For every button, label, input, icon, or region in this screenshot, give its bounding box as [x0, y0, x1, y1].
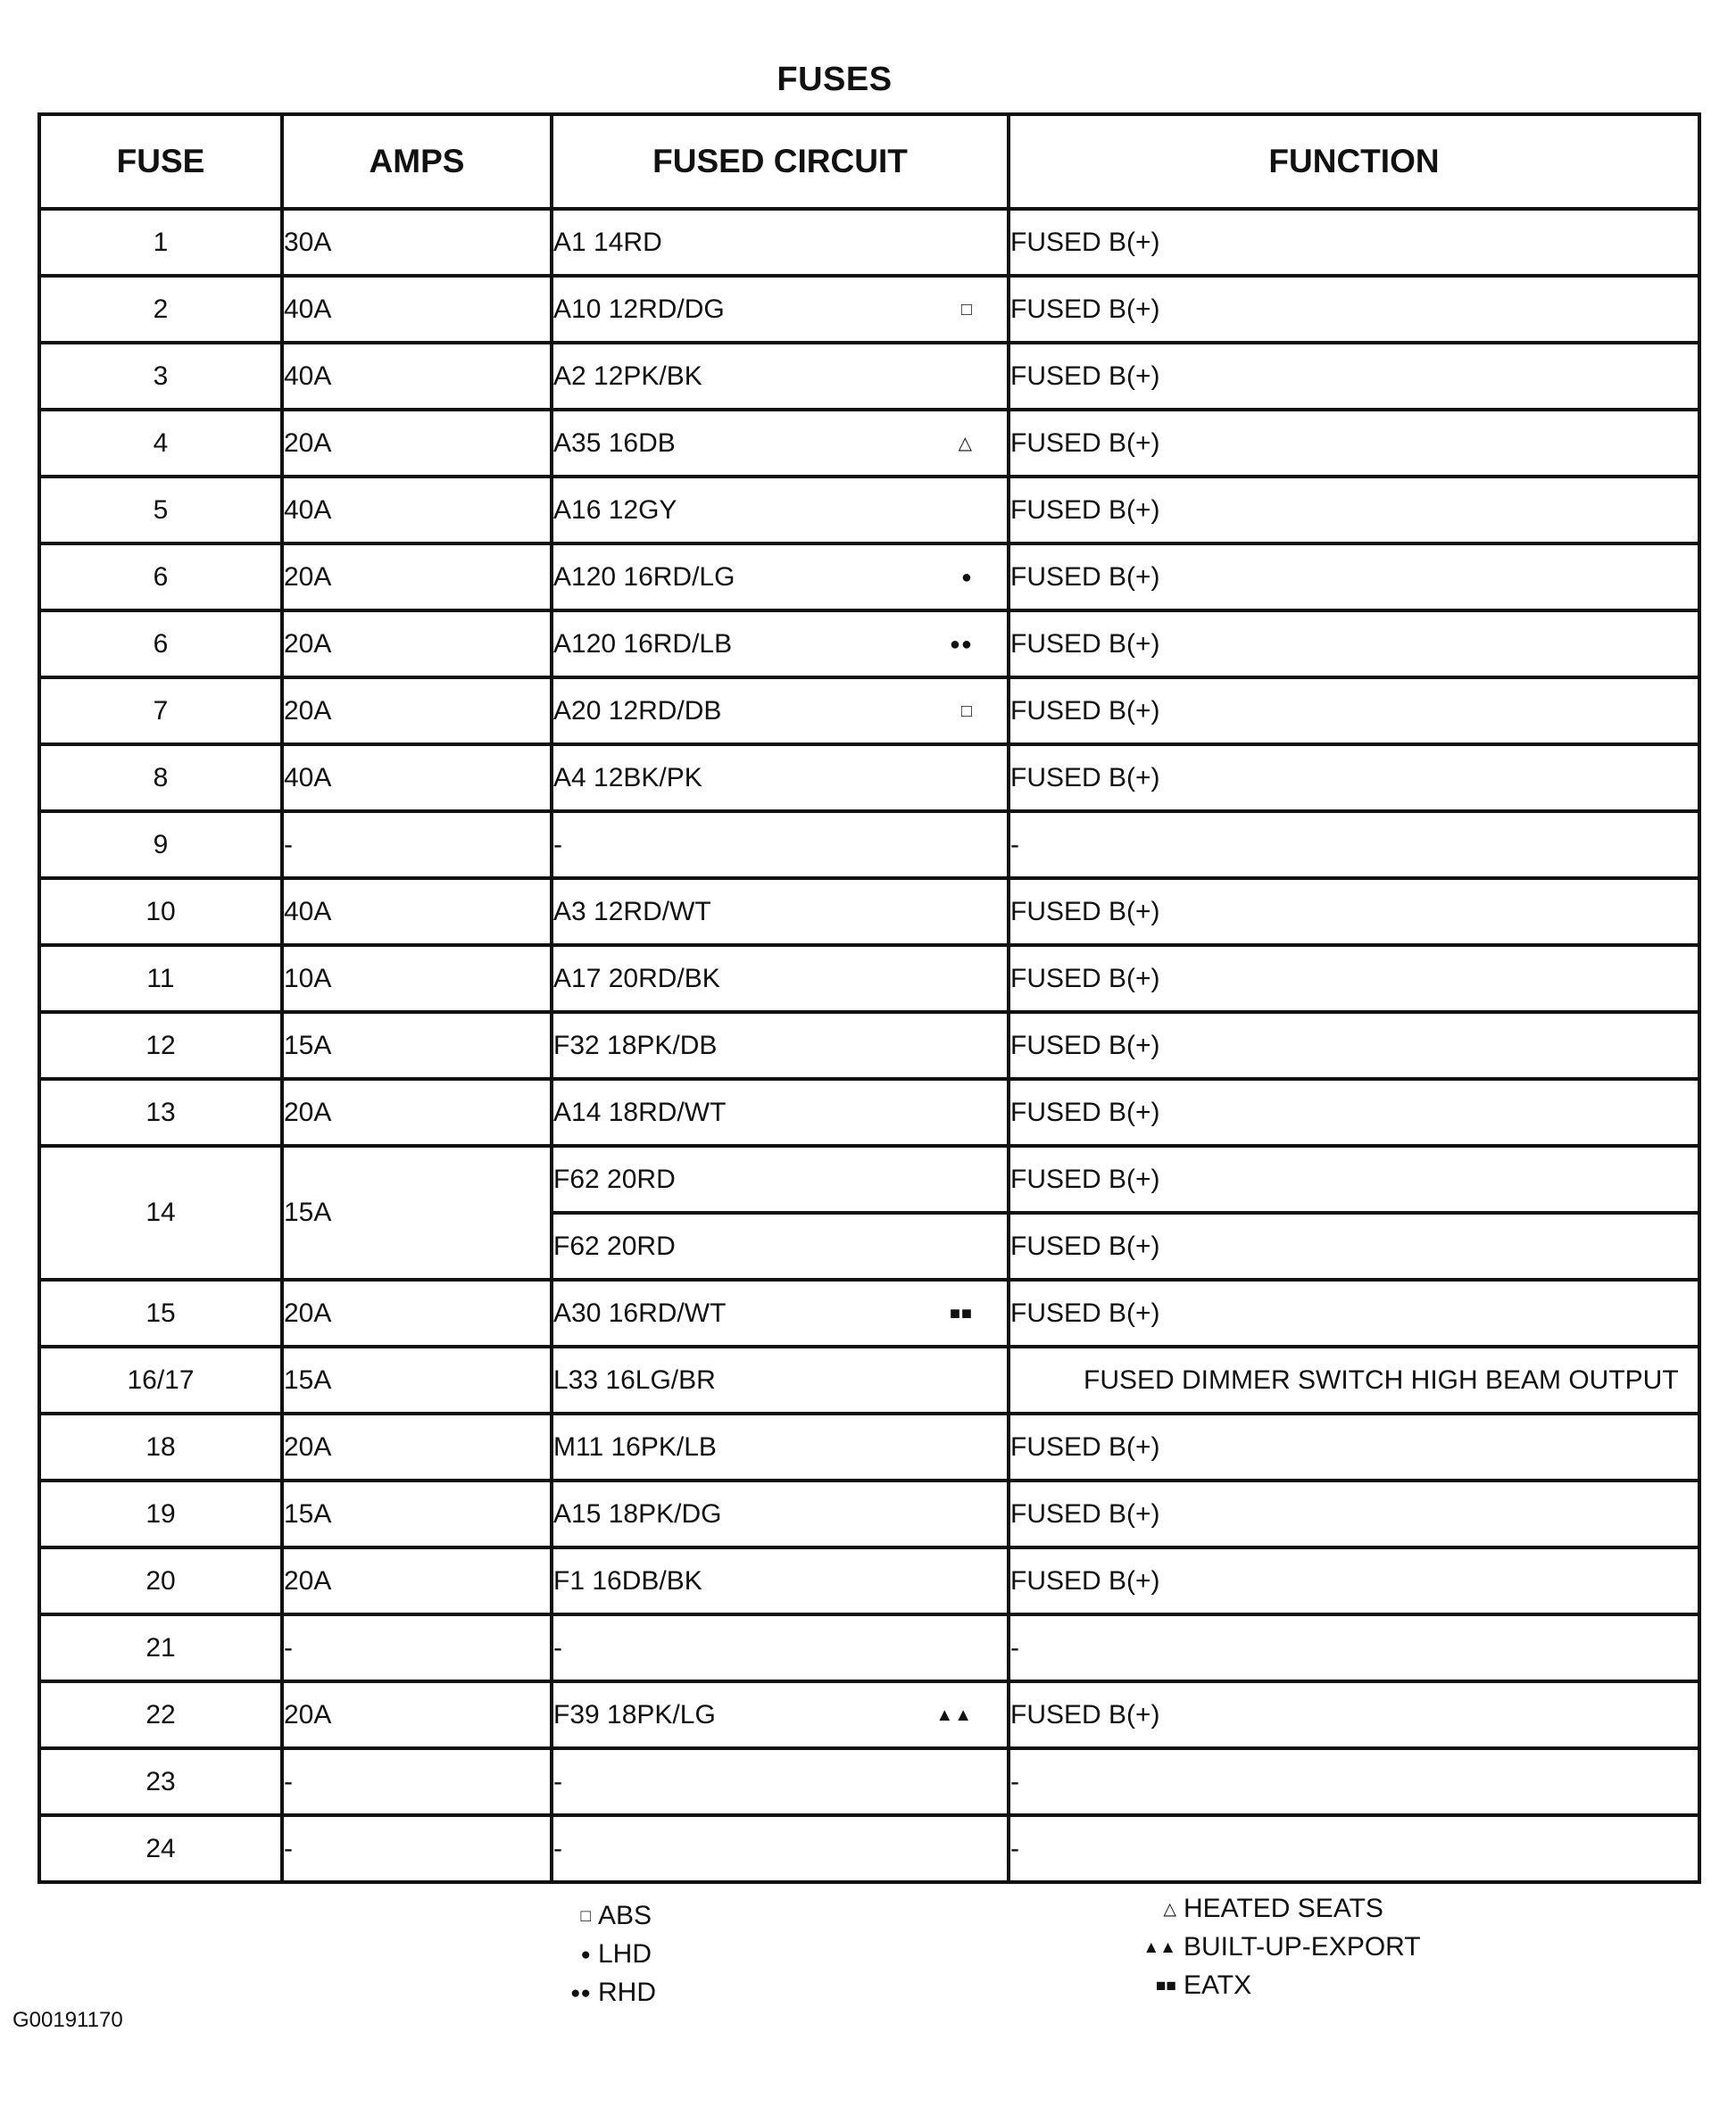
fuse-table-body [39, 209, 1699, 1882]
fuse-number: 19 [39, 1481, 282, 1547]
circuit-label: - [553, 1632, 562, 1663]
table-row [39, 276, 1699, 343]
fused-circuit [552, 1347, 1009, 1414]
header-fuse: FUSE [39, 114, 282, 209]
legend-item [536, 1936, 656, 1974]
fuse-function: FUSED B(+) [1009, 1547, 1699, 1614]
fuse-amps: 10A [282, 945, 552, 1012]
fused-circuit [552, 610, 1009, 677]
fuse-function: FUSED B(+) [1009, 1012, 1699, 1079]
legend-item [1121, 1967, 1421, 2005]
fuse-number: 8 [39, 744, 282, 811]
circuit-label: F62 20RD [553, 1164, 676, 1194]
fuse-amps: 15A [282, 1481, 552, 1547]
fuse-function: - [1009, 1614, 1699, 1681]
circuit-label: A30 16RD/WT [553, 1298, 727, 1328]
fuse-number: 7 [39, 677, 282, 744]
circuit-label: F1 16DB/BK [553, 1565, 702, 1596]
fuse-number: 11 [39, 945, 282, 1012]
fuse-number: 1 [39, 209, 282, 276]
fuse-function: FUSED B(+) [1009, 1280, 1699, 1347]
fused-circuit [552, 209, 1009, 276]
fused-circuit [552, 945, 1009, 1012]
circuit-label: M11 16PK/LB [553, 1431, 717, 1462]
table-row [39, 343, 1699, 410]
fused-circuit [552, 1748, 1009, 1815]
table-row [39, 1012, 1699, 1079]
option-symbol-icon: ■■ [949, 1303, 973, 1323]
fuse-amps: 15A [282, 1146, 552, 1280]
option-symbol-icon: □ [960, 701, 973, 721]
fused-circuit [552, 1414, 1009, 1481]
fuse-function: - [1009, 1748, 1699, 1815]
legend-item [536, 1974, 656, 2012]
fuse-function: FUSED B(+) [1009, 1481, 1699, 1547]
fused-circuit [552, 1012, 1009, 1079]
fuse-amps: 20A [282, 1681, 552, 1748]
fused-circuit [552, 878, 1009, 945]
legend-symbol-icon: ▲▲ [1142, 1938, 1176, 1957]
table-row [39, 1079, 1699, 1146]
table-row [39, 744, 1699, 811]
table-row [39, 477, 1699, 543]
fuse-number: 2 [39, 276, 282, 343]
option-symbol-icon: ● [960, 567, 973, 587]
fuse-function: FUSED B(+) [1009, 945, 1699, 1012]
fuse-number: 24 [39, 1815, 282, 1882]
fuse-amps: 40A [282, 878, 552, 945]
fused-circuit [552, 811, 1009, 878]
circuit-label: A120 16RD/LB [553, 628, 733, 659]
fuse-amps: 20A [282, 677, 552, 744]
header-amps: AMPS [282, 114, 552, 209]
fused-circuit [552, 1280, 1009, 1347]
fuse-function: FUSED B(+) [1009, 744, 1699, 811]
fuse-function: FUSED B(+) [1009, 276, 1699, 343]
circuit-label: A10 12RD/DG [553, 294, 725, 324]
circuit-label: F39 18PK/LG [553, 1699, 716, 1730]
fuse-amps: 20A [282, 1280, 552, 1347]
table-row [39, 1547, 1699, 1614]
table-row [39, 811, 1699, 878]
legend-label: LHD [598, 1939, 652, 1969]
fuse-amps: - [282, 1748, 552, 1815]
fuse-table [37, 112, 1701, 1884]
circuit-label: A14 18RD/WT [553, 1097, 727, 1127]
legend-left [536, 1897, 656, 2012]
table-row [39, 1748, 1699, 1815]
fused-circuit [552, 543, 1009, 610]
circuit-label: F32 18PK/DB [553, 1030, 718, 1060]
fuse-function: FUSED B(+) [1009, 1213, 1699, 1280]
fuse-function: FUSED B(+) [1009, 610, 1699, 677]
figure-code: G00191170 [12, 2008, 123, 2032]
table-row [39, 1614, 1699, 1681]
fuse-amps: 20A [282, 1414, 552, 1481]
legend-right [1121, 1890, 1421, 2005]
fuse-number: 23 [39, 1748, 282, 1815]
legend-symbol-icon: ■■ [1156, 1977, 1176, 1995]
fuse-function: FUSED B(+) [1009, 1414, 1699, 1481]
fuse-number: 10 [39, 878, 282, 945]
fused-circuit [552, 677, 1009, 744]
circuit-label: - [553, 829, 562, 859]
circuit-label: - [553, 1833, 562, 1863]
fuse-number: 12 [39, 1012, 282, 1079]
fuse-amps: 40A [282, 744, 552, 811]
legend-label: HEATED SEATS [1184, 1894, 1383, 1923]
fused-circuit [552, 1481, 1009, 1547]
legend-label: ABS [598, 1901, 652, 1930]
page-title: FUSES [777, 61, 893, 98]
fuse-number: 18 [39, 1414, 282, 1481]
fuse-function: FUSED B(+) [1009, 1146, 1699, 1213]
fuse-amps: - [282, 1815, 552, 1882]
fused-circuit [552, 1815, 1009, 1882]
option-symbol-icon: ●● [949, 634, 973, 654]
fuse-function: FUSED B(+) [1009, 209, 1699, 276]
circuit-label: A35 16DB [553, 427, 676, 458]
fuse-number: 6 [39, 543, 282, 610]
table-row [39, 1280, 1699, 1347]
fused-circuit [552, 410, 1009, 477]
fuse-amps: 15A [282, 1012, 552, 1079]
fuse-function: FUSED B(+) [1009, 477, 1699, 543]
fuse-amps: - [282, 811, 552, 878]
fused-circuit [552, 477, 1009, 543]
fuse-amps: 15A [282, 1347, 552, 1414]
legend-symbol-icon: □ [580, 1907, 591, 1926]
table-row [39, 1146, 1699, 1213]
circuit-label: A120 16RD/LG [553, 561, 735, 592]
fuse-amps: 40A [282, 477, 552, 543]
fuse-amps: 30A [282, 209, 552, 276]
option-symbol-icon: △ [958, 433, 973, 453]
fuse-amps: 20A [282, 410, 552, 477]
fused-circuit [552, 276, 1009, 343]
fuse-amps: 40A [282, 276, 552, 343]
fused-circuit [552, 1213, 1009, 1280]
legend-item [1121, 1929, 1421, 1967]
fuse-number: 14 [39, 1146, 282, 1280]
fuse-amps: 20A [282, 1547, 552, 1614]
table-row [39, 1347, 1699, 1414]
legend-item [536, 1897, 656, 1936]
fuse-function: - [1009, 811, 1699, 878]
fuse-number: 13 [39, 1079, 282, 1146]
circuit-label: A15 18PK/DG [553, 1498, 722, 1529]
fuse-function: - [1009, 1815, 1699, 1882]
legend-label: RHD [598, 1978, 656, 2007]
legend-symbol-icon: ● [580, 1945, 591, 1964]
fused-circuit [552, 1146, 1009, 1213]
table-row [39, 1481, 1699, 1547]
circuit-label: - [553, 1766, 562, 1796]
fuse-function: FUSED B(+) [1009, 677, 1699, 744]
legend-label: BUILT-UP-EXPORT [1184, 1932, 1421, 1962]
table-row [39, 209, 1699, 276]
fuse-number: 16/17 [39, 1347, 282, 1414]
circuit-label: L33 16LG/BR [553, 1365, 716, 1395]
header-function: FUNCTION [1009, 114, 1699, 209]
option-symbol-icon: ▲▲ [935, 1705, 973, 1725]
fuse-amps: 40A [282, 343, 552, 410]
fused-circuit [552, 1547, 1009, 1614]
fuse-function: FUSED B(+) [1009, 878, 1699, 945]
fuse-number: 22 [39, 1681, 282, 1748]
header-row [39, 114, 1699, 209]
fuse-number: 3 [39, 343, 282, 410]
legend-label: EATX [1184, 1970, 1252, 2000]
table-row [39, 410, 1699, 477]
fused-circuit [552, 1681, 1009, 1748]
circuit-label: A17 20RD/BK [553, 963, 720, 993]
circuit-label: A16 12GY [553, 494, 677, 525]
fuse-number: 21 [39, 1614, 282, 1681]
legend-symbol-icon: ●● [570, 1984, 591, 2003]
fuse-function: FUSED B(+) [1009, 410, 1699, 477]
fuse-function: FUSED B(+) [1009, 343, 1699, 410]
fuse-number: 15 [39, 1280, 282, 1347]
circuit-label: A20 12RD/DB [553, 695, 722, 726]
table-row [39, 677, 1699, 744]
fuse-amps: 20A [282, 543, 552, 610]
fuse-number: 20 [39, 1547, 282, 1614]
fused-circuit [552, 1079, 1009, 1146]
fuse-amps: - [282, 1614, 552, 1681]
header-circuit: FUSED CIRCUIT [552, 114, 1009, 209]
fused-circuit [552, 1614, 1009, 1681]
fuse-amps: 20A [282, 610, 552, 677]
fused-circuit [552, 744, 1009, 811]
fuse-function: FUSED B(+) [1009, 1079, 1699, 1146]
legend-item [1121, 1890, 1421, 1929]
circuit-label: A1 14RD [553, 227, 662, 257]
fuse-amps: 20A [282, 1079, 552, 1146]
fuse-function: FUSED B(+) [1009, 1681, 1699, 1748]
fuse-number: 9 [39, 811, 282, 878]
fuse-number: 5 [39, 477, 282, 543]
table-row [39, 878, 1699, 945]
table-row [39, 1815, 1699, 1882]
table-row [39, 945, 1699, 1012]
circuit-label: A4 12BK/PK [553, 762, 702, 792]
circuit-label: A2 12PK/BK [553, 361, 702, 391]
fused-circuit [552, 343, 1009, 410]
fuse-function: FUSED DIMMER SWITCH HIGH BEAM OUTPUT [1009, 1347, 1699, 1414]
fuse-function: FUSED B(+) [1009, 543, 1699, 610]
legend-symbol-icon: △ [1163, 1900, 1176, 1919]
table-row [39, 1414, 1699, 1481]
circuit-label: F62 20RD [553, 1231, 676, 1261]
fuse-number: 6 [39, 610, 282, 677]
fuse-number: 4 [39, 410, 282, 477]
table-row [39, 1681, 1699, 1748]
option-symbol-icon: □ [960, 299, 973, 319]
table-row [39, 610, 1699, 677]
circuit-label: A3 12RD/WT [553, 896, 711, 926]
table-row [39, 543, 1699, 610]
